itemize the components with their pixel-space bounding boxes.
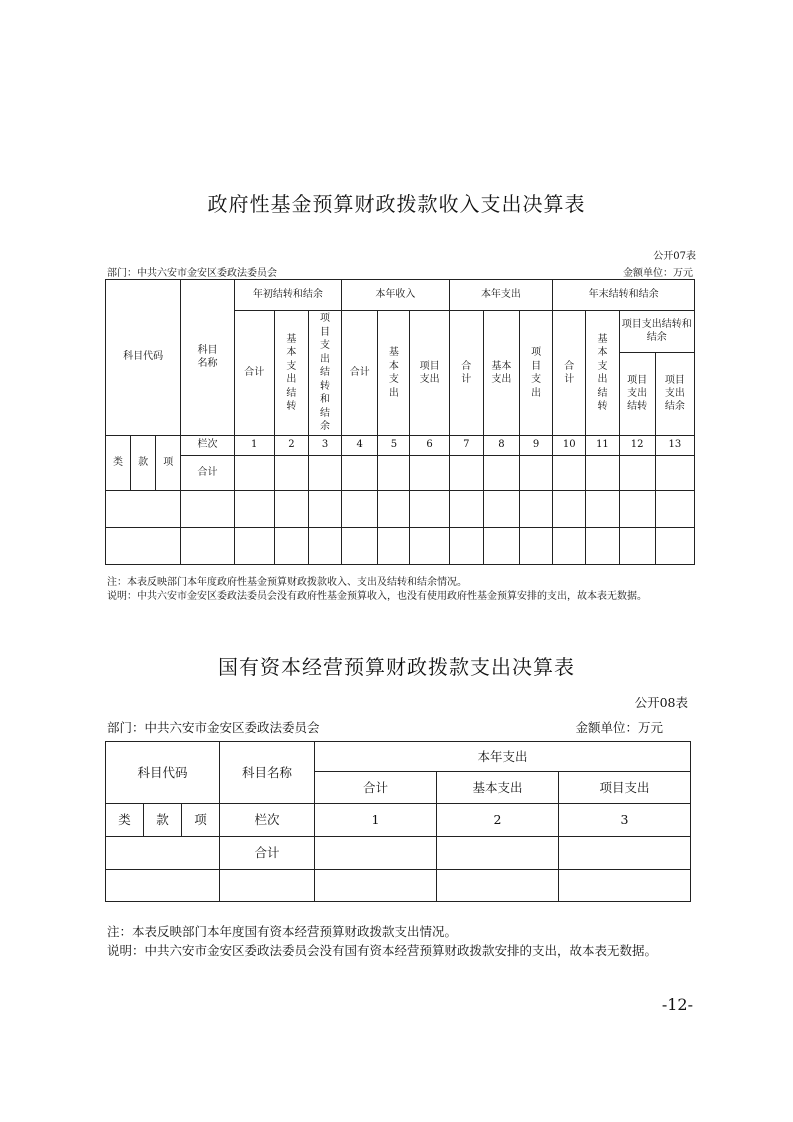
header-end-project-group: 项目支出结转和结余 [619, 311, 694, 353]
header-subject-code: 科目代码 [106, 280, 181, 436]
header-income-project: 项目支出 [410, 311, 449, 436]
table2-note: 注：本表反映部门本年度国有资本经营预算财政拨款支出情况。 [107, 924, 458, 939]
t2-header-total: 合计 [315, 772, 437, 804]
header-begin-balance: 年初结转和结余 [234, 280, 342, 311]
table1-note: 注：本表反映部门本年度政府性基金预算财政拨款收入、支出及结转和结余情况。 [107, 577, 467, 588]
header-begin-basic: 基本支出结转 [274, 311, 308, 436]
header-lei: 类 [106, 436, 131, 491]
header-begin-project: 项目支出结转和结余 [308, 311, 341, 436]
table1-explanation: 说明：中共六安市金安区委政法委员会没有政府性基金预算收入，也没有使用政府性基金预算安排的支出，故本表无数据。 [107, 591, 647, 602]
government-fund-table [105, 279, 695, 565]
header-income: 本年收入 [342, 280, 450, 311]
header-expense-basic: 基本支出 [483, 311, 519, 436]
col-num: 5 [378, 436, 410, 456]
t2-total-row-label: 合计 [220, 837, 315, 870]
col-num: 2 [274, 436, 308, 456]
table-row [106, 870, 691, 902]
header-end-balance: 年末结转和结余 [553, 280, 695, 311]
state-capital-table [105, 741, 691, 902]
t2-header-kuan: 款 [144, 804, 182, 837]
table2-unit: 金额单位：万元 [575, 720, 663, 735]
header-income-total: 合计 [342, 311, 378, 436]
table-row [106, 837, 691, 870]
header-income-basic: 基本支出 [378, 311, 410, 436]
header-expense-project: 项目支出 [520, 311, 553, 436]
table2-department: 部门：中共六安市金安区委政法委员会 [107, 720, 320, 735]
header-end-basic: 基本支出结转 [586, 311, 619, 436]
header-xiang: 项 [156, 436, 181, 491]
t2-header-subject-code: 科目代码 [106, 742, 220, 804]
t2-header-expense: 本年支出 [315, 742, 691, 772]
col-num: 10 [553, 436, 586, 456]
col-num: 9 [520, 436, 553, 456]
table1-unit: 金额单位：万元 [623, 268, 693, 279]
col-num: 1 [234, 436, 274, 456]
t2-row-index-label: 栏次 [220, 804, 315, 837]
col-num: 1 [315, 804, 437, 837]
header-begin-total: 合计 [234, 311, 274, 436]
table2-explanation: 说明：中共六安市金安区委政法委员会没有国有资本经营预算财政拨款安排的支出，故本表无数据。 [107, 943, 658, 958]
table1-title: 政府性基金预算财政拨款收入支出决算表 [207, 192, 586, 216]
header-end-project-surplus: 项目支出结余 [655, 353, 694, 436]
t2-header-project: 项目支出 [559, 772, 691, 804]
table1-department: 部门：中共六安市金安区委政法委员会 [107, 268, 277, 279]
table-row [106, 456, 695, 491]
col-num: 3 [308, 436, 341, 456]
header-expense-total: 合计 [449, 311, 483, 436]
table2-code: 公开08表 [634, 695, 688, 710]
header-end-project-carry: 项目支出结转 [619, 353, 655, 436]
col-num: 12 [619, 436, 655, 456]
col-num: 6 [410, 436, 449, 456]
col-num: 13 [655, 436, 694, 456]
col-num: 4 [342, 436, 378, 456]
page-number: -12- [661, 995, 693, 1014]
col-num: 7 [449, 436, 483, 456]
col-num: 3 [559, 804, 691, 837]
row-index-label: 栏次 [181, 436, 234, 456]
table2-title: 国有资本经营预算财政拨款支出决算表 [218, 655, 575, 679]
col-num: 2 [437, 804, 559, 837]
col-num: 11 [586, 436, 619, 456]
table1-code: 公开07表 [653, 251, 696, 262]
table-row [106, 491, 695, 528]
t2-header-lei: 类 [106, 804, 144, 837]
header-subject-name: 科目名称 [181, 280, 234, 436]
total-row-label: 合计 [181, 456, 234, 491]
header-expense: 本年支出 [449, 280, 553, 311]
t2-header-subject-name: 科目名称 [220, 742, 315, 804]
table-row [106, 528, 695, 565]
t2-header-xiang: 项 [182, 804, 220, 837]
header-kuan: 款 [131, 436, 156, 491]
col-num: 8 [483, 436, 519, 456]
t2-header-basic: 基本支出 [437, 772, 559, 804]
header-end-total: 合计 [553, 311, 586, 436]
